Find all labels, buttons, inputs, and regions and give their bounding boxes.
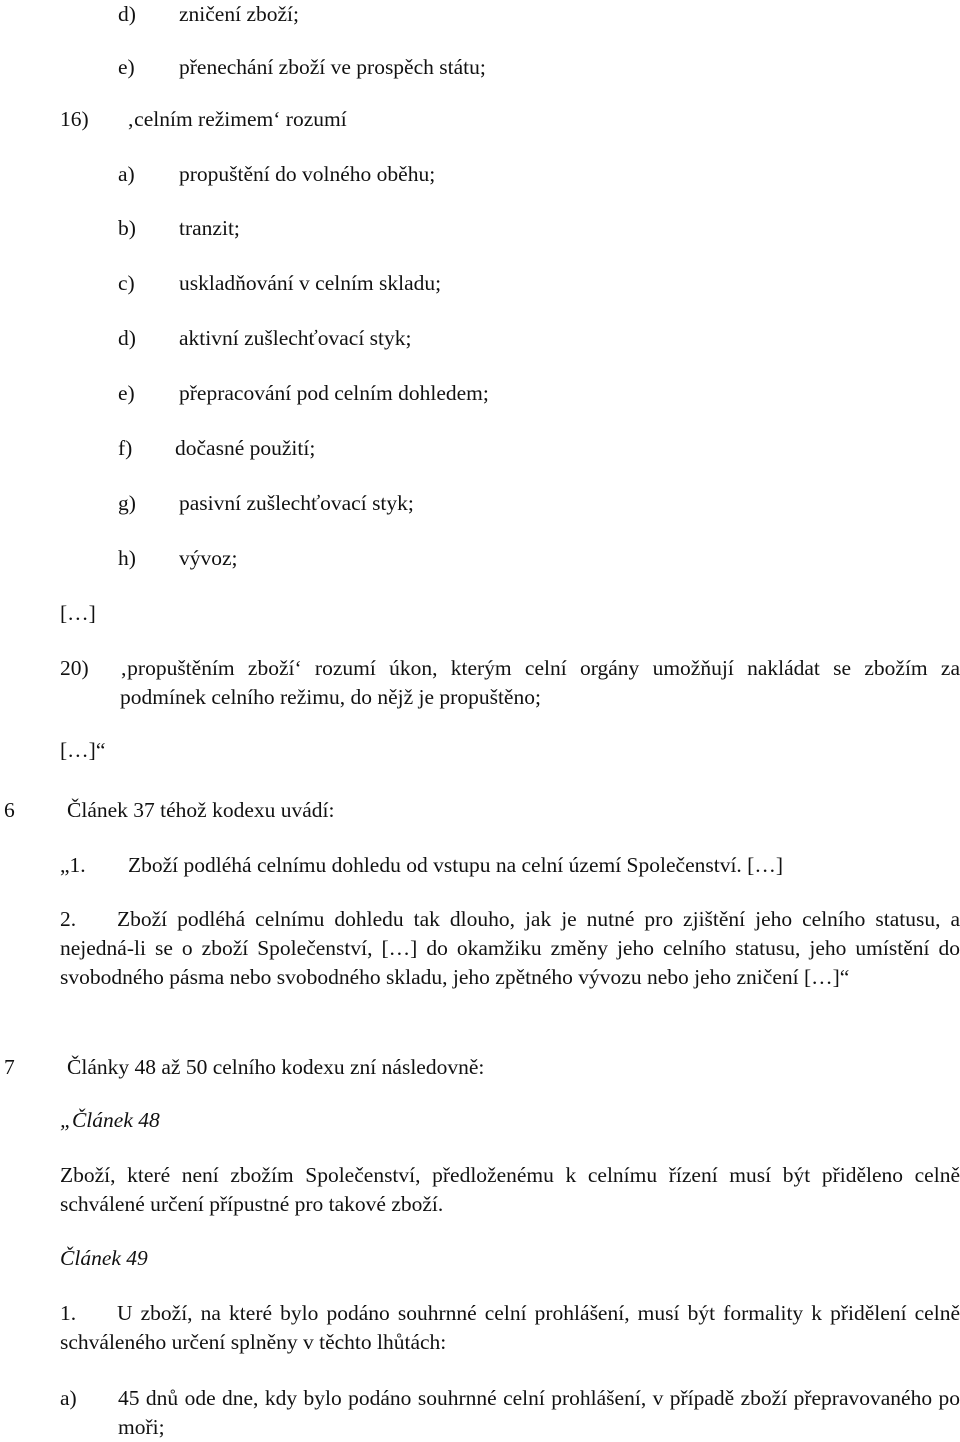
- article-heading: Článek 49: [60, 1246, 148, 1270]
- footnote-number: 6: [4, 798, 15, 822]
- list-marker: a): [118, 162, 135, 186]
- paragraph-text: [60, 905, 960, 992]
- list-marker: h): [118, 546, 136, 570]
- list-item: zničení zboží;: [179, 2, 299, 26]
- article-heading: „Článek 48: [60, 1108, 160, 1132]
- ellipsis: […]“: [60, 738, 106, 762]
- list-item: přepracování pod celním dohledem;: [179, 381, 489, 405]
- article-text: [60, 1299, 960, 1357]
- list-item: 45 dnů ode dne, kdy bylo podáno souhrnné celní prohlášení, v případě zboží přepravovaného po moři;: [118, 1386, 960, 1439]
- ellipsis: […]: [60, 601, 96, 625]
- definition-number: 16): [60, 107, 89, 131]
- paragraph-body: Zboží podléhá celnímu dohledu tak dlouho, jak je nutné pro zjištění jeho celního statusu, a nejedná-li se o zboží Společenství, […] do okamžiku změny jeho celního statusu, jeho umístění do svobodného pásma nebo svobodného skladu, jeho zpětného vývozu nebo jeho zničení […]“: [60, 907, 960, 989]
- list-marker: b): [118, 216, 136, 240]
- list-item: propuštění do volného oběhu;: [179, 162, 436, 186]
- list-item: dočasné použití;: [175, 436, 316, 460]
- paragraph-number: „1.: [60, 853, 86, 877]
- list-item: tranzit;: [179, 216, 240, 240]
- list-marker: d): [118, 326, 136, 350]
- list-marker: c): [118, 271, 135, 295]
- footnote-number: 7: [4, 1055, 15, 1079]
- list-marker: g): [118, 491, 136, 515]
- footnote-text: Článek 37 téhož kodexu uvádí:: [67, 798, 335, 822]
- list-marker: a): [60, 1386, 77, 1410]
- list-marker: e): [118, 55, 135, 79]
- paragraph-body: U zboží, na které bylo podáno souhrnné celní prohlášení, musí být formality k přidělení celně schváleného určení splněny v těchto lhůtách:: [60, 1301, 960, 1354]
- list-item: přenechání zboží ve prospěch státu;: [179, 55, 486, 79]
- list-item: pasivní zušlechťovací styk;: [179, 491, 414, 515]
- footnote-text: Články 48 až 50 celního kodexu zní následovně:: [67, 1055, 485, 1079]
- list-marker: e): [118, 381, 135, 405]
- paragraph-number: 1.: [60, 1301, 77, 1325]
- list-marker: f): [118, 436, 133, 460]
- list-item: vývoz;: [179, 546, 238, 570]
- definition-number: 20): [60, 656, 89, 680]
- definition-text: ‚celním režimem‘ rozumí: [127, 107, 347, 131]
- definition-text: ‚propuštěním zboží‘ rozumí úkon, kterým celní orgány umožňují nakládat se zbožím za podmínek celního režimu, do nějž je propuštěno;: [120, 656, 960, 709]
- list-item: uskladňování v celním skladu;: [179, 271, 442, 295]
- list-item: aktivní zušlechťovací styk;: [179, 326, 412, 350]
- list-marker: d): [118, 2, 136, 26]
- paragraph-text: Zboží podléhá celnímu dohledu od vstupu na celní území Společenství. […]: [128, 853, 783, 877]
- paragraph-number: 2.: [60, 907, 77, 931]
- article-text: Zboží, které není zbožím Společenství, předloženému k celnímu řízení musí být přiděleno celně schválené určení přípustné pro takové zboží.: [60, 1163, 960, 1216]
